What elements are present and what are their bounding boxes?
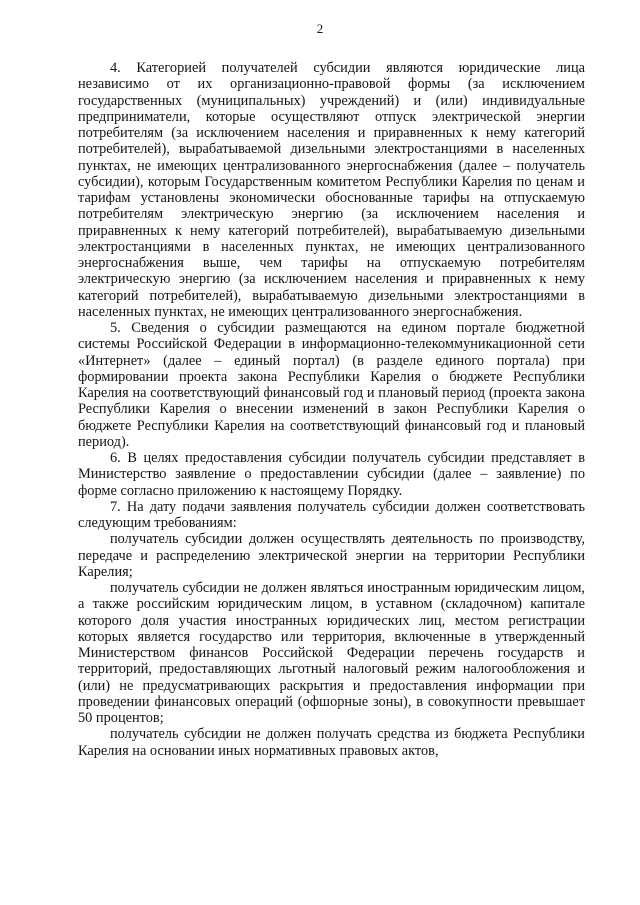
- paragraph-6-application: 6. В целях предоставления субсидии получатель субсидии представляет в Министерство заявление о предоставлении субсидии (далее – заявление) по форме согласно приложению к настоящему Порядку.: [78, 450, 585, 499]
- requirement-activity: получатель субсидии должен осуществлять деятельность по производству, передаче и распределению электрической энергии на территории Республики Карелия;: [78, 531, 585, 580]
- document-body: [78, 60, 585, 759]
- requirement-foreign-entity: получатель субсидии не должен являться иностранным юридическим лицом, а также российским юридическим лицом, в уставном (складочном) капитале которого доля участия иностранных юридических лиц, местом регистрации которых является государство или территория, включенные в утвержденный Министерством финансов Российской Федерации перечень государств и территорий, предоставляющих льготный налоговый режим налогообложения и (или) не предусматривающих раскрытия и предоставления информации при проведении финансовых операций (офшорные зоны), в совокупности превышает 50 процентов;: [78, 580, 585, 726]
- paragraph-7-requirements: 7. На дату подачи заявления получатель субсидии должен соответствовать следующим требованиям:: [78, 498, 585, 531]
- paragraph-5-portal-info: 5. Сведения о субсидии размещаются на едином портале бюджетной системы Российской Федерации в информационно-телекоммуникационной сети «Интернет» (далее – единый портал) (в разделе единого портала) при формировании проекта закона Республики Карелия о бюджете Республики Карелия на соответствующий финансовый год и плановый период (проекта закона Республики Карелия о внесении изменений в закон Республики Карелия о бюджете Республики Карелия на соответствующий финансовый год и плановый период).: [78, 320, 585, 450]
- paragraph-4-recipients: 4. Категорией получателей субсидии являются юридические лица независимо от их организационно-правовой формы (за исключением государственных (муниципальных) учреждений) и (или) индивидуальные предприниматели, которые осуществляют отпуск электрической энергии потребителям (за исключением населения и приравненных к нему категорий потребителей), вырабатываемой дизельными электростанциями в населенных пунктах, не имеющих централизованного энергоснабжения (далее – получатель субсидии), которым Государственным комитетом Республики Карелия по ценам и тарифам установлены экономически обоснованные тарифы на отпускаемую потребителям электрическую энергию (за исключением населения и приравненных к нему категорий потребителей), вырабатываемую дизельными электростанциями в населенных пунктах, не имеющих централизованного энергоснабжения выше, чем тарифы на отпускаемую потребителям электрическую энергию (за исключением населения и приравненных к нему категорий потребителей), вырабатываемую дизельными электростанциями в населенных пунктах, не имеющих централизованного энергоснабжения.: [78, 60, 585, 320]
- page-number: 2: [316, 21, 324, 36]
- requirement-other-funds: получатель субсидии не должен получать средства из бюджета Республики Карелия на основании иных нормативных правовых актов,: [78, 726, 585, 759]
